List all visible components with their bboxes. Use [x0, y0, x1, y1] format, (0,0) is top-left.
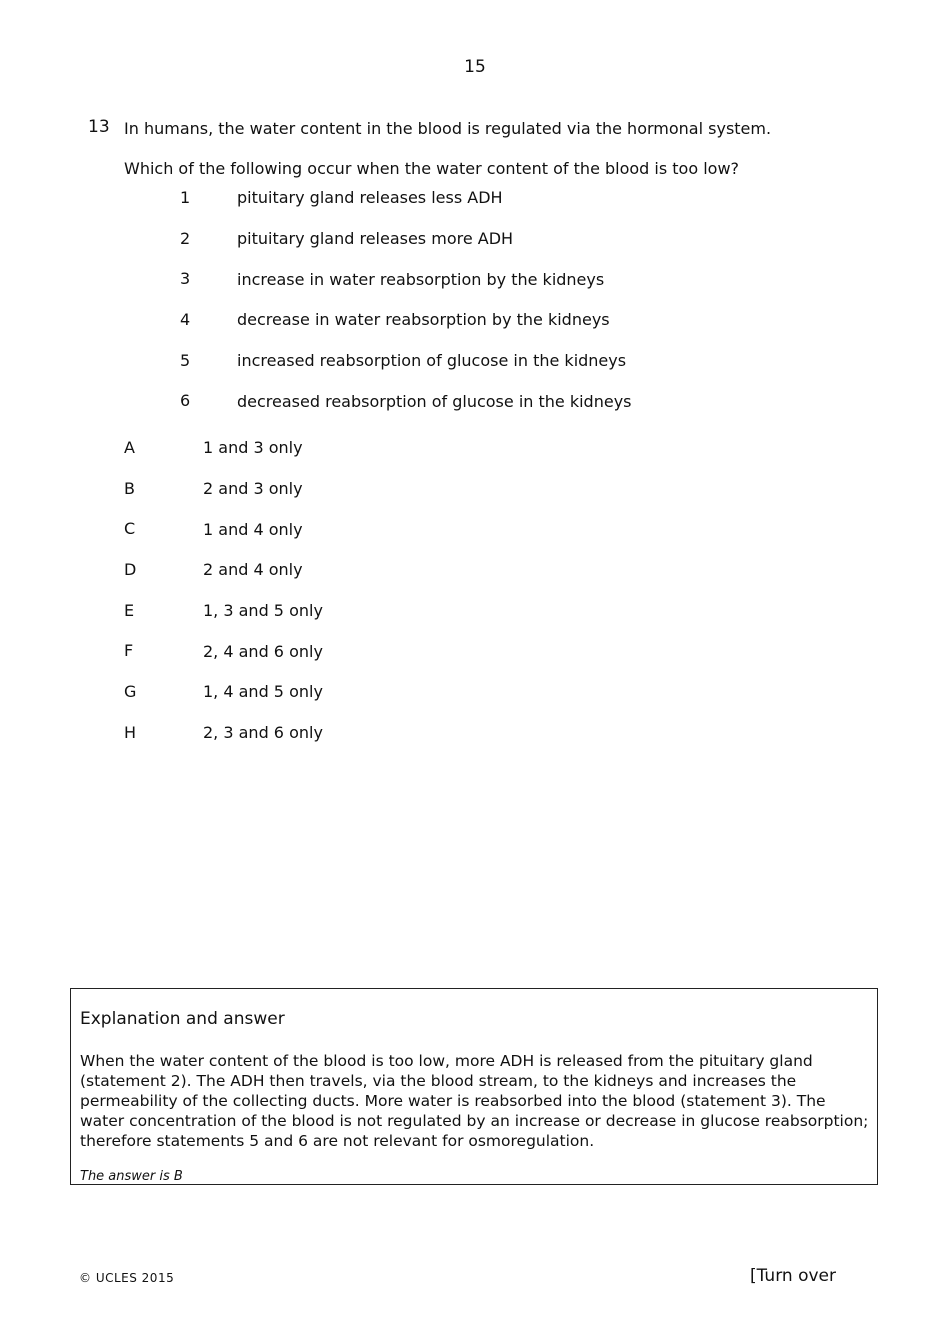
question-number: 13	[88, 117, 110, 137]
statement-text: pituitary gland releases less ADH	[237, 188, 503, 207]
explanation-title: Explanation and answer	[80, 1009, 285, 1029]
explanation-body: When the water content of the blood is too low, more ADH is released from the pituitary gland (statement 2). The ADH then travels, via the blood stream, to the kidneys and increases the permeability of the collecting ducts. More water is reabsorbed into the blood (statement 3). The water concentration of the blood is not regulated by an increase or decrease in glucose reabsorption; therefore statements 5 and 6 are not relevant for osmoregulation.	[80, 1052, 869, 1150]
page-number: 15	[464, 57, 486, 77]
option-letter: B	[124, 479, 135, 498]
option-letter: G	[124, 682, 137, 701]
option-text: 2 and 3 only	[203, 479, 303, 498]
statement-text: decreased reabsorption of glucose in the kidneys	[237, 392, 632, 411]
option-text: 1, 4 and 5 only	[203, 682, 323, 701]
statement-number: 4	[180, 310, 191, 329]
option-letter: D	[124, 560, 137, 579]
option-text: 1, 3 and 5 only	[203, 601, 323, 620]
explanation-box	[70, 988, 878, 1185]
option-letter: F	[124, 641, 134, 660]
statement-number: 3	[180, 269, 191, 288]
option-text: 2, 4 and 6 only	[203, 642, 323, 661]
statement-text: increase in water reabsorption by the kidneys	[237, 270, 605, 289]
question-prompt: Which of the following occur when the water content of the blood is too low?	[124, 159, 740, 178]
option-letter: E	[124, 601, 135, 620]
copyright: © UCLES 2015	[79, 1271, 175, 1285]
statement-number: 5	[180, 351, 191, 370]
question-text: In humans, the water content in the blood is regulated via the hormonal system.	[124, 119, 772, 138]
statement-text: pituitary gland releases more ADH	[237, 229, 514, 248]
statement-text: decrease in water reabsorption by the kidneys	[237, 310, 610, 329]
option-text: 2, 3 and 6 only	[203, 723, 323, 742]
option-letter: A	[124, 438, 135, 457]
statement-number: 1	[180, 188, 191, 207]
option-text: 1 and 3 only	[203, 438, 303, 457]
option-text: 1 and 4 only	[203, 520, 303, 539]
option-letter: H	[124, 723, 137, 742]
turn-over: [Turn over	[750, 1266, 836, 1286]
statement-number: 6	[180, 391, 191, 410]
answer-text: The answer is B	[80, 1169, 183, 1184]
option-letter: C	[124, 519, 136, 538]
option-text: 2 and 4 only	[203, 560, 303, 579]
statement-number: 2	[180, 229, 191, 248]
statement-text: increased reabsorption of glucose in the kidneys	[237, 351, 627, 370]
